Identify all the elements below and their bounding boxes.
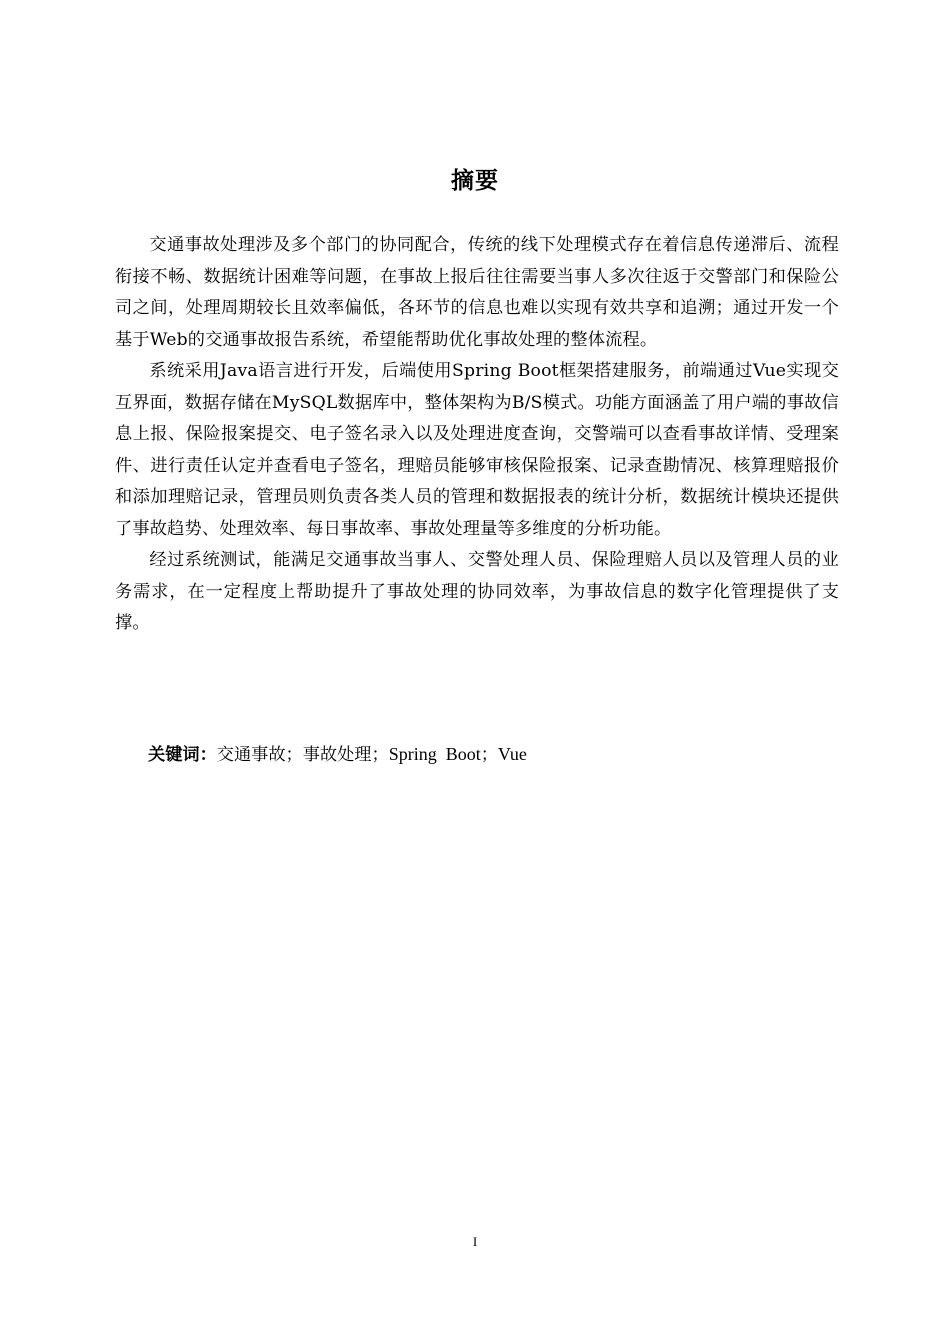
abstract-title: 摘要 [451, 168, 499, 194]
keyword-separator: ； [371, 745, 389, 764]
abstract-body [115, 230, 839, 640]
abstract-paragraph-1: 交通事故处理涉及多个部门的协同配合，传统的线下处理模式存在着信息传递滞后、流程衔接不畅、数据统计困难等问题，在事故上报后往往需要当事人多次往返于交警部门和保险公司之间，处理周期较长且效率偏低，各环节的信息也难以实现有效共享和追溯；通过开发一个基于Web的交通事故报告系统，希望能帮助优化事故处理的整体流程。 [115, 235, 839, 350]
keyword-item: Spring Boot [388, 744, 481, 764]
keyword-item: 事故处理 [302, 745, 372, 765]
abstract-paragraph-3: 经过系统测试，能满足交通事故当事人、交警处理人员、保险理赔人员以及管理人员的业务需求，在一定程度上帮助提升了事故处理的协同效率，为事故信息的数字化管理提供了支撑。 [115, 550, 839, 633]
page-number: I [472, 1234, 478, 1249]
keywords-label: 关键词： [148, 745, 217, 765]
keyword-separator: ； [480, 745, 498, 764]
keyword-separator: ； [285, 745, 303, 764]
keywords-line [148, 739, 527, 772]
keyword-item: Vue [497, 744, 527, 764]
keyword-item: 交通事故 [216, 745, 286, 765]
abstract-paragraph-2: 系统采用Java语言进行开发，后端使用Spring Boot框架搭建服务，前端通过Vue实现交互界面，数据存储在MySQL数据库中，整体架构为B/S模式。功能方面涵盖了用户端的事故信息上报、保险报案提交、电子签名录入以及处理进度查询，交警端可以查看事故详情、受理案件、进行责任认定并查看电子签名，理赔员能够审核保险报案、记录查勘情况、核算理赔报价和添加理赔记录，管理员则负责各类人员的管理和数据报表的统计分析，数据统计模块还提供了事故趋势、处理效率、每日事故率、事故处理量等多维度的分析功能。 [115, 361, 839, 539]
